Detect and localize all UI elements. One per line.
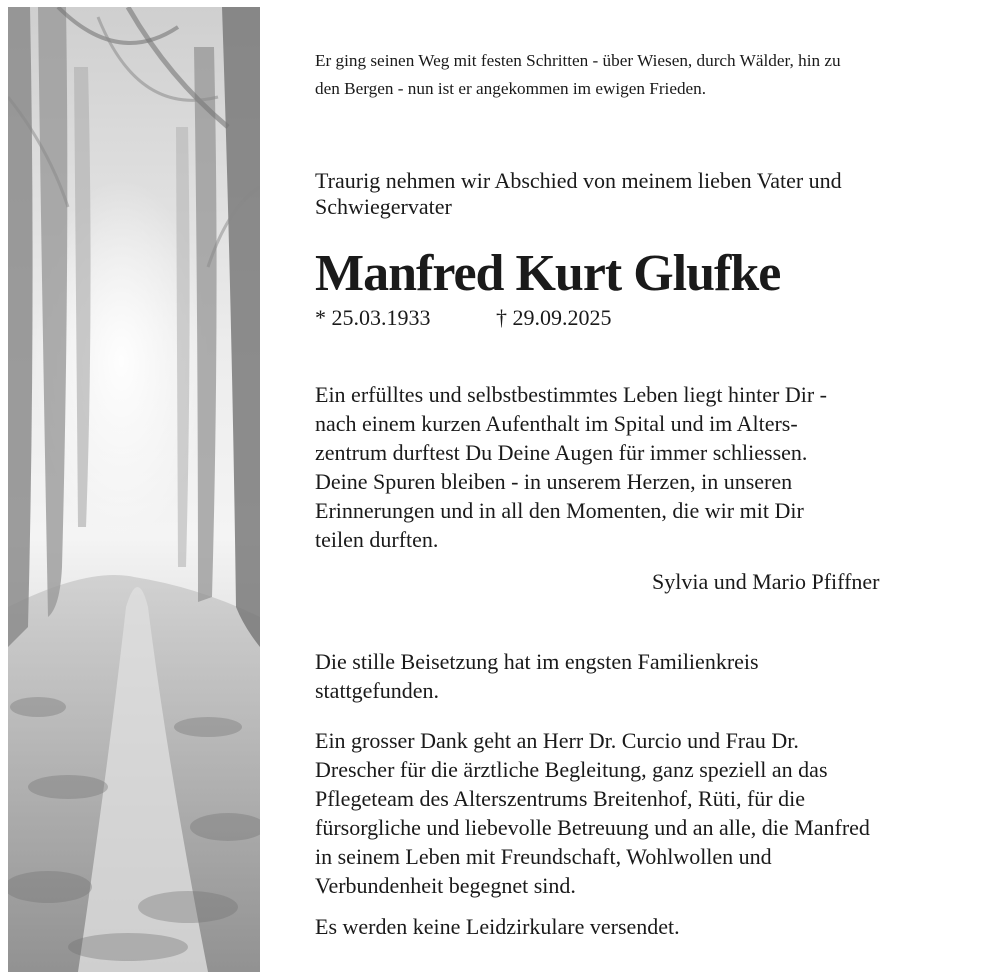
intro-line: Traurig nehmen wir Abschied von meinem lieben Vater und <box>315 168 842 193</box>
birth-date: * 25.03.1933 <box>315 305 431 330</box>
life-dates <box>315 304 612 332</box>
tribute-line: Ein erfülltes und selbstbestimmtes Leben liegt hinter Dir - <box>315 382 827 407</box>
tribute-text <box>315 380 965 554</box>
tribute-line: nach einem kurzen Aufenthalt im Spital und im Alters- <box>315 411 798 436</box>
tribute-line: teilen durften. <box>315 527 439 552</box>
tribute-line: Deine Spuren bleiben - in unserem Herzen, in unseren <box>315 469 793 494</box>
burial-line: stattgefunden. <box>315 678 440 703</box>
motto-line: den Bergen - nun ist er angekommen im ewigen Frieden. <box>315 79 707 98</box>
forest-path-photo <box>8 7 260 972</box>
thanks-line: Ein grosser Dank geht an Herr Dr. Curcio und Frau Dr. <box>315 728 799 753</box>
thanks-line: in seinem Leben mit Freundschaft, Wohlwollen und <box>315 844 772 869</box>
intro-line: Schwiegervater <box>315 194 452 219</box>
death-date: † 29.09.2025 <box>496 305 612 330</box>
burial-text <box>315 647 965 705</box>
intro-text <box>315 168 965 220</box>
thanks-line: Verbundenheit begegnet sind. <box>315 873 576 898</box>
motto-text <box>315 47 965 103</box>
thanks-line: Drescher für die ärztliche Begleitung, ganz speziell an das <box>315 757 828 782</box>
thanks-line: fürsorgliche und liebevolle Betreuung und an alle, die Manfred <box>315 815 870 840</box>
forest-path-icon <box>8 7 260 972</box>
deceased-name: Manfred Kurt Glufke <box>315 245 781 302</box>
thanks-line: Pflegeteam des Alterszentrums Breitenhof, Rüti, für die <box>315 786 805 811</box>
thanks-text <box>315 726 965 900</box>
tribute-line: zentrum durftest Du Deine Augen für immer schliessen. <box>315 440 808 465</box>
mourners-signature: Sylvia und Mario Pfiffner <box>652 569 880 594</box>
no-circulars-notice: Es werden keine Leidzirkulare versendet. <box>315 914 680 939</box>
tribute-line: Erinnerungen und in all den Momenten, die wir mit Dir <box>315 498 804 523</box>
motto-line: Er ging seinen Weg mit festen Schritten - über Wiesen, durch Wälder, hin zu <box>315 51 841 70</box>
burial-line: Die stille Beisetzung hat im engsten Familienkreis <box>315 649 759 674</box>
